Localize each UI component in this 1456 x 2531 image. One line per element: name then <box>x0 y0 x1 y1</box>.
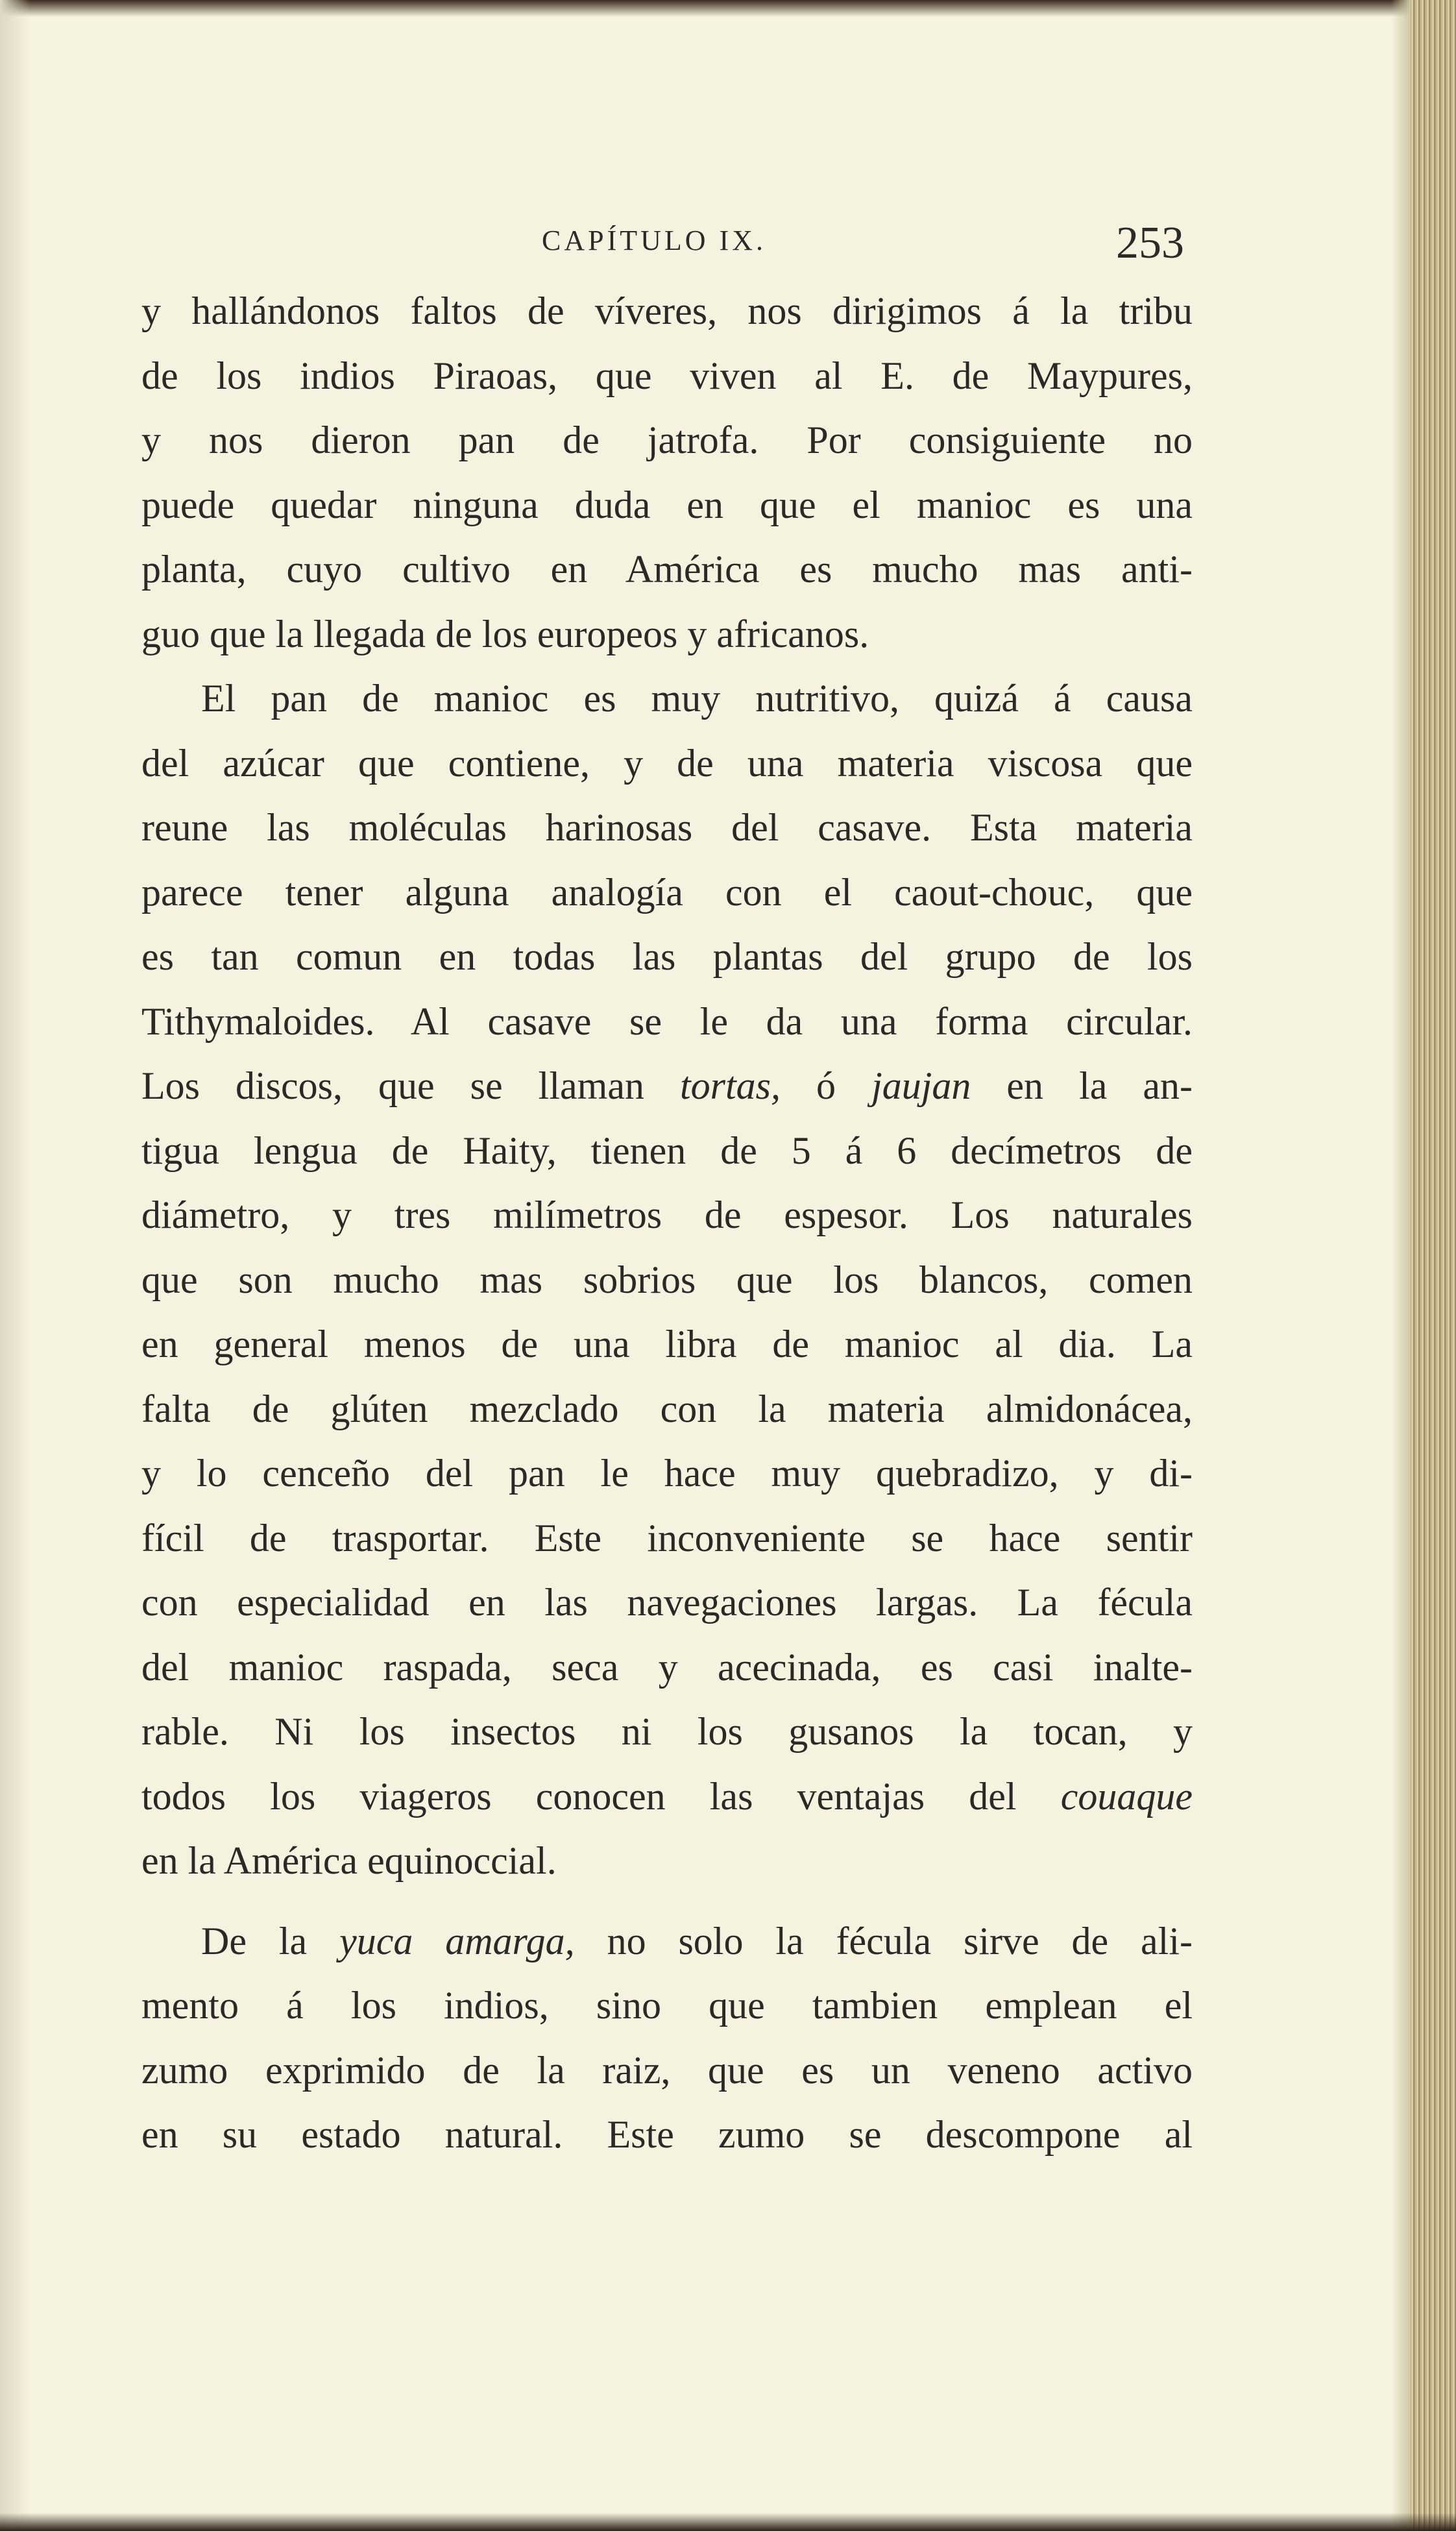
text-line: falta de glúten mezclado con la materia almidonácea, <box>141 1387 1193 1430</box>
italic-term: couaque <box>1060 1774 1193 1818</box>
text-run: todos los viageros conocen las ventajas del <box>141 1774 1061 1818</box>
text-line: y hallándonos faltos de víveres, nos dirigimos á la tribu <box>141 289 1193 332</box>
text-line: rable. Ni los insectos ni los gusanos la tocan, y <box>141 1710 1193 1753</box>
text-line: y lo cenceño del pan le hace muy quebradizo, y di- <box>141 1452 1193 1495</box>
italic-term: tortas, <box>679 1064 781 1107</box>
binding-edge <box>0 0 30 2531</box>
text-line: guo que la llegada de los europeos y africanos. <box>141 612 869 655</box>
running-head: CAPÍTULO IX. <box>542 225 766 256</box>
text-line-italic-mixed <box>141 1909 1193 1974</box>
text-line: en su estado natural. Este zumo se descompone al <box>141 2113 1193 2156</box>
text-run: no solo la fécula sirve de ali- <box>574 1919 1193 1962</box>
page-number: 253 <box>1116 218 1184 268</box>
bottom-page-shadow <box>0 2513 1456 2531</box>
text-line: en la América equinoccial. <box>141 1839 557 1882</box>
text-line: en general menos de una libra de manioc al dia. La <box>141 1323 1193 1365</box>
text-line-italic-mixed <box>141 1765 1193 1829</box>
text-line: del manioc raspada, seca y acecinada, es casi inalte- <box>141 1645 1193 1689</box>
text-line: del azúcar que contiene, y de una materia viscosa que <box>141 741 1193 785</box>
top-page-shadow <box>0 0 1456 17</box>
page-stack-edge <box>1411 0 1456 2531</box>
text-run: ó <box>781 1064 872 1107</box>
text-line: reune las moléculas harinosas del casave. Esta materia <box>141 806 1193 849</box>
text-line: mento á los indios, sino que tambien emplean el <box>141 1984 1193 2027</box>
text-line: que son mucho mas sobrios que los blancos, comen <box>141 1258 1193 1301</box>
page-header <box>542 217 1184 276</box>
text-run: De la <box>201 1919 340 1962</box>
italic-term: jaujan <box>871 1064 971 1107</box>
text-run: Los discos, que se llaman <box>141 1064 680 1107</box>
body-text <box>141 279 1193 2168</box>
text-line: planta, cuyo cultivo en América es mucho mas anti- <box>141 548 1193 591</box>
text-line: de los indios Piraoas, que viven al E. de Maypures, <box>141 354 1193 397</box>
text-line: con especialidad en las navegaciones largas. La fécula <box>141 1581 1193 1624</box>
text-line: y nos dieron pan de jatrofa. Por consiguiente no <box>141 419 1193 461</box>
text-line-italic-mixed <box>141 1054 1193 1119</box>
text-run: en la an- <box>971 1064 1193 1107</box>
text-line: es tan comun en todas las plantas del grupo de los <box>141 935 1193 978</box>
text-line: parece tener alguna analogía con el caout-chouc, que <box>141 870 1193 914</box>
text-line: diámetro, y tres milímetros de espesor. Los naturales <box>141 1193 1193 1236</box>
text-line: puede quedar ninguna duda en que el manioc es una <box>141 483 1193 526</box>
text-line: tigua lengua de Haity, tienen de 5 á 6 decímetros de <box>141 1129 1193 1172</box>
text-line: Tithymaloides. Al casave se le da una forma circular. <box>141 999 1193 1043</box>
text-line: zumo exprimido de la raiz, que es un veneno activo <box>141 2048 1193 2092</box>
text-line: El pan de manioc es muy nutritivo, quizá á causa <box>201 677 1193 720</box>
italic-term: yuca amarga, <box>339 1919 575 1962</box>
text-line: fícil de trasportar. Este inconveniente se hace sentir <box>141 1516 1193 1559</box>
